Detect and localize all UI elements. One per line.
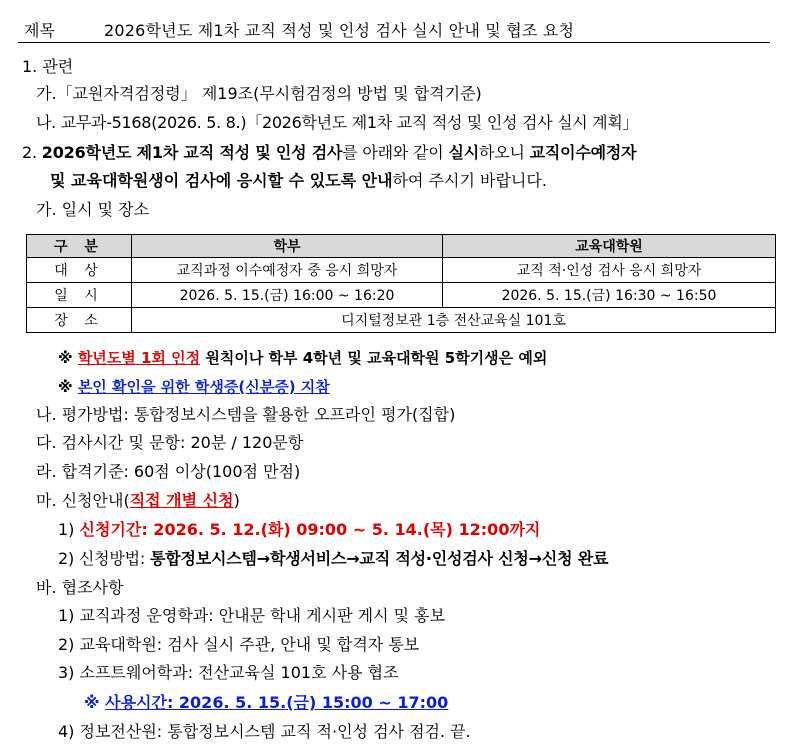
item-ba-4: 4) 정보전산원: 통합정보시스템 교직 적·인성 검사 점검. 끝. (58, 722, 471, 741)
item-ma (36, 490, 240, 512)
row-undergrad: 2026. 5. 15.(금) 16:00 ~ 16:20 (132, 283, 443, 308)
section-1-item-na: 나. 교무과-5168(2026. 5. 8.)「2026학년도 제1차 교직 적성 및 인성 검사 실시 계획」 (36, 113, 639, 132)
row-place: 디지털정보관 1층 전산교육실 101호 (132, 308, 776, 333)
table-header-row (27, 235, 776, 258)
row-label: 일 시 (27, 283, 132, 308)
note-1-mark: ※ (58, 349, 78, 367)
item-ma-1-number: 1) (58, 520, 80, 539)
item-ba: 바. 협조사항 (36, 578, 124, 597)
note-1-highlight: 학년도별 1회 인정 (77, 349, 201, 367)
schedule-table (26, 234, 776, 333)
item-ba-3-note (84, 692, 448, 714)
item-ga-title: 가. 일시 및 장소 (36, 200, 150, 219)
item-ba-1: 1) 교직과정 운영학과: 안내문 학내 게시판 게시 및 홍보 (58, 606, 446, 625)
row-grad: 교직 적·인성 검사 응시 희망자 (443, 258, 776, 283)
section-1-item-ga: 가.「교원자격검정령」 제19조(무시험검정의 방법 및 합격기준) (36, 84, 482, 103)
item-ba-3-note-mark: ※ (84, 693, 106, 712)
section-2-guidance: 및 교육대학원생이 검사에 응시할 수 있도록 안내 (50, 171, 393, 190)
item-ba-2: 2) 교육대학원: 검사 실시 주관, 안내 및 합격자 통보 (58, 635, 420, 654)
table-row (27, 258, 776, 283)
item-ra: 라. 합격기준: 60점 이상(100점 만점) (36, 462, 301, 481)
item-ma-prefix: 마. 신청안내( (36, 491, 130, 510)
section-2-implement: 실시 (448, 143, 479, 162)
section-2-target: 교직이수예정자 (529, 143, 637, 162)
item-ba-3: 3) 소프트웨어학과: 전산교육실 101호 사용 협조 (58, 663, 399, 682)
item-ma-2 (58, 548, 608, 570)
item-da: 다. 검사시간 및 문항: 20분 / 120문항 (36, 433, 304, 452)
note-2 (58, 376, 330, 398)
item-ba-3-note-time: 사용시간: 2026. 5. 15.(금) 15:00 ~ 17:00 (105, 693, 449, 712)
section-2-line-1 (22, 142, 636, 164)
subject-title: 2026학년도 제1차 교직 적성 및 인성 검사 실시 안내 및 협조 요청 (104, 21, 575, 40)
section-2-line-2 (50, 170, 547, 192)
row-undergrad: 교직과정 이수예정자 중 응시 희망자 (132, 258, 443, 283)
section-2-closing: 하여 주시기 바랍니다. (392, 171, 547, 190)
note-2-highlight: 본인 확인을 위한 학생증(신분증) 지참 (77, 378, 330, 396)
item-ma-2-method: 통합정보시스템→학생서비스→교직 적성·인성검사 신청→신청 완료 (150, 549, 609, 568)
item-na: 나. 평가방법: 통합정보시스템을 활용한 오프라인 평가(집합) (36, 405, 456, 424)
item-ma-highlight: 직접 개별 신청 (129, 491, 234, 510)
item-ma-2-label: 2) 신청방법: (58, 549, 151, 568)
header-undergrad: 학부 (132, 235, 443, 258)
table-row (27, 283, 776, 308)
row-label: 대 상 (27, 258, 132, 283)
header-category: 구 분 (27, 235, 132, 258)
section-1-title: 1. 관련 (22, 57, 74, 76)
section-2-text-b: 하오니 (478, 143, 530, 162)
subject-label: 제목 (24, 21, 55, 40)
note-2-mark: ※ (58, 378, 78, 396)
section-2-event: 2026학년도 제1차 교직 적성 및 인성 검사 (41, 143, 343, 162)
row-grad: 2026. 5. 15.(금) 16:30 ~ 16:50 (443, 283, 776, 308)
note-1-text: 원칙이나 학부 4학년 및 교육대학원 5학기생은 예외 (200, 349, 548, 367)
row-label: 장 소 (27, 308, 132, 333)
section-2-number: 2. (22, 143, 42, 162)
table-row (27, 308, 776, 333)
item-ma-suffix: ) (233, 491, 240, 510)
subject-line (18, 10, 770, 43)
header-grad: 교육대학원 (443, 235, 776, 258)
item-ma-1 (58, 519, 540, 541)
section-2-text-a: 를 아래와 같이 (342, 143, 449, 162)
note-1 (58, 347, 547, 369)
item-ma-1-period: 신청기간: 2026. 5. 12.(화) 09:00 ~ 5. 14.(목) 12:00까지 (79, 520, 541, 539)
